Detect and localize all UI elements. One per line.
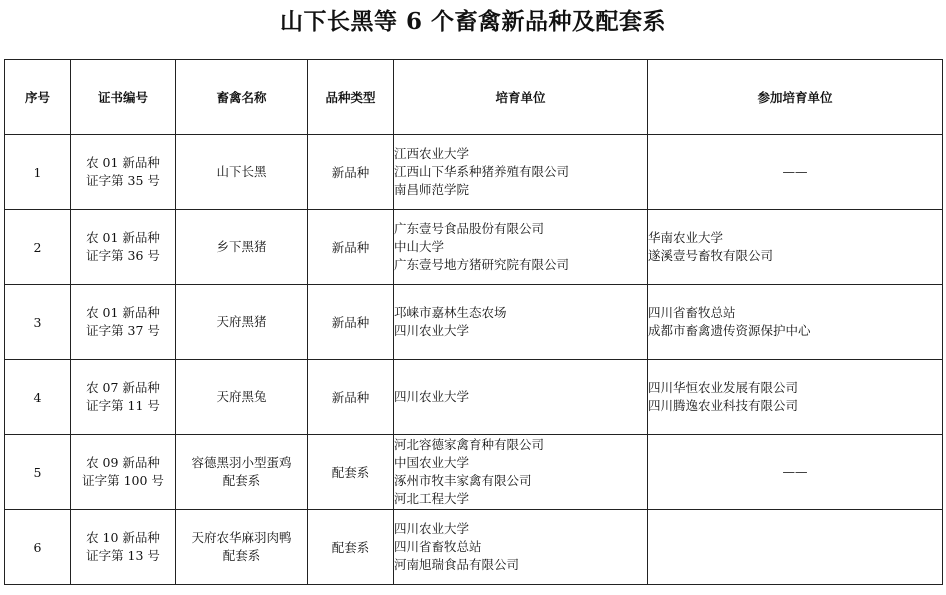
cert-line: 农 10 新品种 [86, 530, 160, 545]
breeder-cell [394, 285, 648, 360]
breeder-line: 中山大学 [394, 239, 445, 254]
type-cell: 配套系 [308, 510, 394, 585]
breeder-line: 河北容德家禽育种有限公司 [394, 437, 545, 452]
breeder-line: 涿州市牧丰家禽有限公司 [394, 473, 532, 488]
table-row [5, 510, 943, 585]
participant-cell [648, 285, 943, 360]
breeder-line: 南昌师范学院 [394, 182, 470, 197]
cert-line: 农 01 新品种 [86, 155, 160, 170]
cert-cell [71, 210, 176, 285]
seq-cell: 6 [5, 510, 71, 585]
participant-line: 四川腾逸农业科技有限公司 [648, 398, 799, 413]
participant-cell [648, 360, 943, 435]
cert-line: 农 01 新品种 [86, 305, 160, 320]
cert-cell [71, 510, 176, 585]
name-line: 配套系 [222, 473, 261, 488]
participant-line: 四川华恒农业发展有限公司 [648, 380, 799, 395]
seq-cell: 1 [5, 135, 71, 210]
cert-line: 农 07 新品种 [86, 380, 160, 395]
breeder-line: 四川农业大学 [394, 389, 470, 404]
name-line: 山下长黑 [216, 164, 267, 179]
cert-cell [71, 360, 176, 435]
cert-line: 证字第 37 号 [86, 323, 160, 338]
breeder-line: 中国农业大学 [394, 455, 470, 470]
participant-cell [648, 435, 943, 510]
name-line: 天府黑猪 [216, 314, 267, 329]
type-cell: 新品种 [308, 210, 394, 285]
seq-cell: 5 [5, 435, 71, 510]
name-line: 天府农华麻羽肉鸭 [191, 530, 292, 545]
breeder-line: 四川农业大学 [394, 521, 470, 536]
participant-line: 华南农业大学 [648, 230, 724, 245]
cert-line: 证字第 11 号 [86, 398, 160, 413]
header-cert: 证书编号 [71, 60, 176, 135]
breeder-line: 邛崃市嘉林生态农场 [394, 305, 507, 320]
name-line: 天府黑兔 [216, 389, 267, 404]
header-type: 品种类型 [308, 60, 394, 135]
name-line: 容德黑羽小型蛋鸡 [191, 455, 292, 470]
name-cell [176, 510, 308, 585]
cert-line: 证字第 100 号 [82, 473, 164, 488]
breeds-table [4, 59, 943, 585]
seq-cell: 3 [5, 285, 71, 360]
breeder-line: 四川省畜牧总站 [394, 539, 482, 554]
breeder-line: 广东壹号地方猪研究院有限公司 [394, 257, 570, 272]
name-cell [176, 360, 308, 435]
header-participant: 参加培育单位 [648, 60, 943, 135]
table-row [5, 435, 943, 510]
table-header-row [5, 60, 943, 135]
name-cell [176, 435, 308, 510]
cert-line: 证字第 36 号 [86, 248, 160, 263]
type-cell: 配套系 [308, 435, 394, 510]
participant-cell [648, 135, 943, 210]
breeder-line: 江西农业大学 [394, 146, 470, 161]
cert-line: 证字第 35 号 [86, 173, 160, 188]
participant-line: 成都市畜禽遗传资源保护中心 [648, 323, 811, 338]
header-breeder: 培育单位 [394, 60, 648, 135]
participant-dash: —— [782, 464, 808, 479]
cert-cell [71, 435, 176, 510]
table-row [5, 360, 943, 435]
header-seq: 序号 [5, 60, 71, 135]
type-cell: 新品种 [308, 135, 394, 210]
name-cell [176, 285, 308, 360]
type-cell: 新品种 [308, 360, 394, 435]
page-title: 山下长黑等 6 个畜禽新品种及配套系 [279, 8, 667, 35]
name-cell [176, 135, 308, 210]
breeder-cell [394, 210, 648, 285]
participant-cell [648, 510, 943, 585]
breeder-line: 四川农业大学 [394, 323, 470, 338]
breeder-cell [394, 360, 648, 435]
type-cell: 新品种 [308, 285, 394, 360]
breeder-line: 河北工程大学 [394, 491, 470, 506]
table-row [5, 285, 943, 360]
breeder-cell [394, 435, 648, 510]
name-cell [176, 210, 308, 285]
breeder-line: 江西山下华系种猪养殖有限公司 [394, 164, 570, 179]
participant-line: 遂溪壹号畜牧有限公司 [648, 248, 774, 263]
breeder-line: 广东壹号食品股份有限公司 [394, 221, 545, 236]
header-name: 畜禽名称 [176, 60, 308, 135]
cert-line: 农 09 新品种 [86, 455, 160, 470]
name-line: 乡下黑猪 [216, 239, 267, 254]
breeder-cell [394, 135, 648, 210]
table-row [5, 135, 943, 210]
breeder-line: 河南旭瑞食品有限公司 [394, 557, 520, 572]
breeder-cell [394, 510, 648, 585]
cert-line: 证字第 13 号 [86, 548, 160, 563]
cert-cell [71, 285, 176, 360]
seq-cell: 4 [5, 360, 71, 435]
seq-cell: 2 [5, 210, 71, 285]
table-row [5, 210, 943, 285]
name-line: 配套系 [222, 548, 261, 563]
participant-cell [648, 210, 943, 285]
participant-dash: —— [782, 164, 808, 179]
cert-line: 农 01 新品种 [86, 230, 160, 245]
participant-line: 四川省畜牧总站 [648, 305, 736, 320]
cert-cell [71, 135, 176, 210]
